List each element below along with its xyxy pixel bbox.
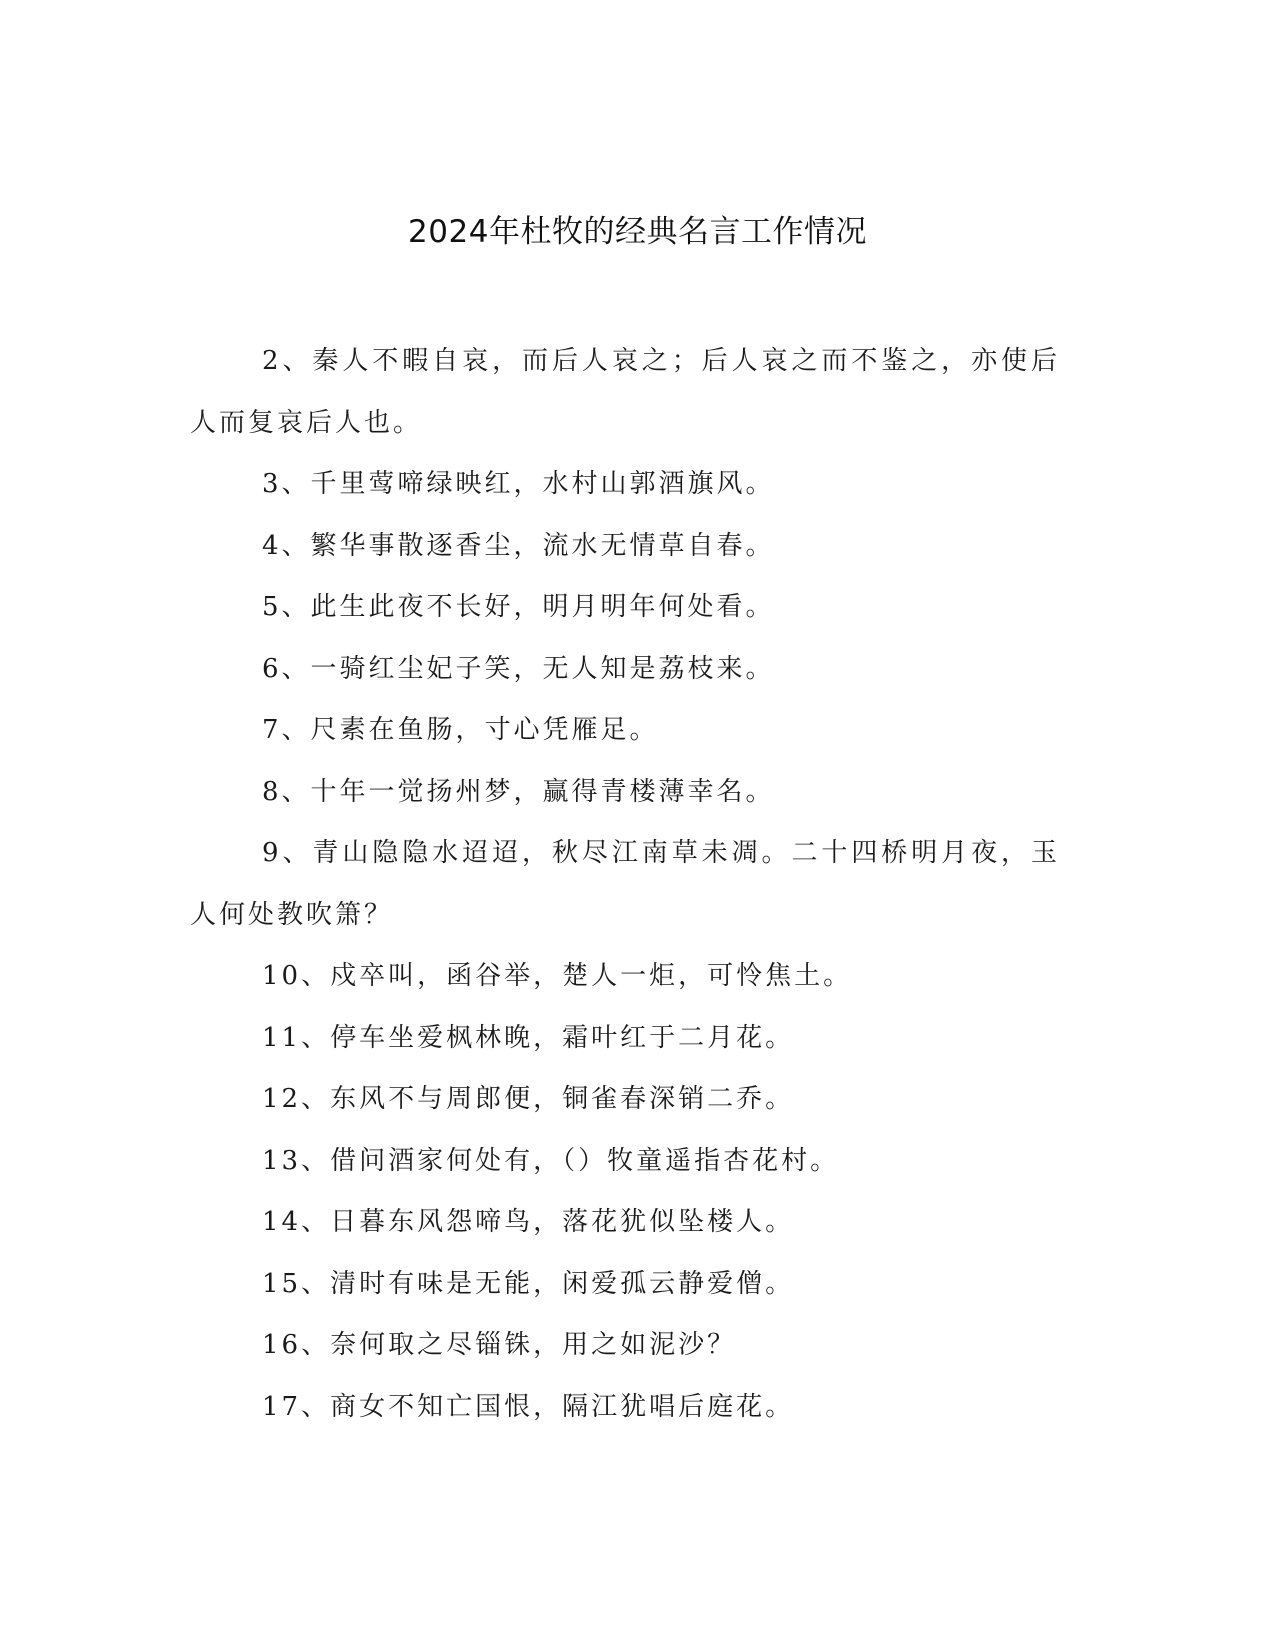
quote-paragraph: 11、停车坐爱枫林晚，霜叶红于二月花。 <box>262 1022 795 1053</box>
quote-paragraph: 8、十年一觉扬州梦，赢得青楼薄幸名。 <box>262 776 775 807</box>
quote-paragraph: 6、一骑红尘妃子笑，无人知是荔枝来。 <box>262 653 775 684</box>
quote-paragraph: 5、此生此夜不长好，明月明年何处看。 <box>262 592 775 622</box>
quote-list <box>190 331 1060 1438</box>
quote-paragraph: 7、尺素在鱼肠，寸心凭雁足。 <box>262 715 659 745</box>
quote-paragraph: 3、千里莺啼绿映红，水村山郭酒旗风。 <box>262 469 775 499</box>
quote-paragraph: 10、戍卒叫，函谷举，楚人一炬，可怜焦土。 <box>262 961 853 991</box>
quote-paragraph: 15、清时有味是无能，闲爱孤云静爱僧。 <box>262 1268 795 1299</box>
quote-paragraph: 14、日暮东风怨啼鸟，落花犹似坠楼人。 <box>262 1207 795 1237</box>
quote-paragraph: 13、借问酒家何处有，（）牧童遥指杏花村。 <box>262 1145 840 1176</box>
page-title: 2024年杜牧的经典名言工作情况 <box>408 214 867 250</box>
quote-paragraph: 4、繁华事散逐香尘，流水无情草自春。 <box>262 530 775 561</box>
quote-paragraph: 12、东风不与周郎便，铜雀春深销二乔。 <box>262 1084 795 1114</box>
quote-paragraph: 9、青山隐隐水迢迢，秋尽江南草未凋。二十四桥明月夜，玉人何处教吹箫？ <box>190 838 1060 930</box>
quote-paragraph: 17、商女不知亡国恨，隔江犹唱后庭花。 <box>262 1391 795 1422</box>
quote-paragraph: 16、奈何取之尽锱铢，用之如泥沙？ <box>262 1330 737 1360</box>
quote-paragraph: 2、秦人不暇自哀，而后人哀之；后人哀之而不鉴之，亦使后人而复哀后人也。 <box>190 346 1060 438</box>
